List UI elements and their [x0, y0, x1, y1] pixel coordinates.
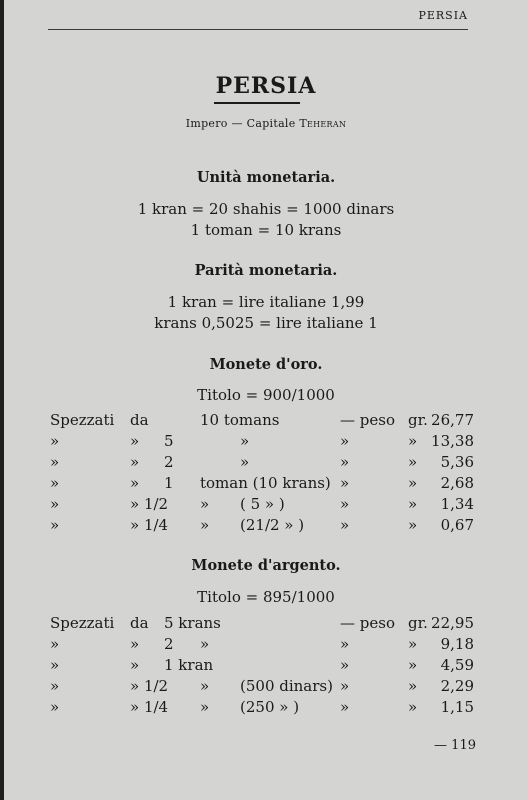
monetary-parity-line-1: 1 kran = lire italiane 1,99: [167, 293, 365, 311]
coin-weight: 2,68: [440, 474, 474, 492]
coin-cell: » 1/4: [130, 516, 169, 534]
coin-row: [4, 698, 528, 718]
coin-row: [4, 516, 528, 536]
coin-cell: 5: [164, 432, 174, 450]
coin-cell: »: [408, 656, 418, 674]
coin-row: [4, 635, 528, 655]
coin-cell: (21/2 » ): [240, 516, 305, 534]
coin-weight: 2,29: [440, 677, 474, 695]
coin-cell: »: [130, 635, 140, 653]
coin-weight: 1,15: [440, 698, 474, 716]
coin-cell: 2: [164, 635, 174, 653]
coin-weight: 5,36: [440, 453, 474, 471]
coin-cell: »: [50, 516, 60, 534]
coin-cell: »: [340, 495, 350, 513]
coin-cell: »: [130, 432, 140, 450]
coin-cell: — peso: [340, 411, 395, 429]
coin-cell: »: [50, 495, 60, 513]
silver-fineness: Titolo = 895/1000: [197, 588, 335, 606]
coin-cell: » 1/4: [130, 698, 169, 716]
page-number: — 119: [434, 738, 476, 753]
coin-cell: 1: [164, 474, 174, 492]
currency-unit-line-1: 1 kran = 20 shahis = 1000 dinars: [137, 200, 395, 218]
coin-cell: »: [50, 677, 60, 695]
coin-row: [4, 432, 528, 452]
coin-weight: 22,95: [431, 614, 474, 632]
coin-cell: »: [340, 453, 350, 471]
coin-cell: Spezzati: [50, 411, 115, 429]
book-page: [4, 0, 528, 800]
coin-cell: »: [50, 656, 60, 674]
coin-weight: 26,77: [431, 411, 474, 429]
coin-cell: »: [408, 635, 418, 653]
coin-cell: »: [130, 474, 140, 492]
coin-weight: 13,38: [431, 432, 474, 450]
coin-cell: »: [200, 635, 210, 653]
coin-cell: »: [50, 474, 60, 492]
header-rule: [48, 29, 468, 30]
coin-cell: »: [408, 495, 418, 513]
coin-cell: »: [50, 453, 60, 471]
coin-cell: »: [130, 453, 140, 471]
currency-unit-heading: Unità monetaria.: [196, 169, 336, 186]
coin-cell: ( 5 » ): [240, 495, 285, 513]
coin-cell: »: [340, 698, 350, 716]
coin-cell: »: [340, 474, 350, 492]
coin-row: [4, 656, 528, 676]
coin-cell: gr.: [408, 614, 428, 632]
coin-cell: 10 tomans: [200, 411, 280, 429]
monetary-parity-line-2: krans 0,5025 = lire italiane 1: [154, 314, 378, 332]
title-underline: [214, 102, 300, 104]
coin-row: [4, 411, 528, 431]
coin-cell: 1 kran: [164, 656, 214, 674]
coin-row: [4, 474, 528, 494]
currency-unit-line-2: 1 toman = 10 krans: [190, 221, 342, 239]
coin-cell: 5 krans: [164, 614, 221, 632]
coin-cell: »: [408, 677, 418, 695]
coin-weight: 1,34: [440, 495, 474, 513]
coin-cell: »: [200, 516, 210, 534]
subtitle-capital: Teheran: [299, 117, 347, 130]
coin-cell: »: [408, 453, 418, 471]
coin-row: [4, 453, 528, 473]
coin-cell: 2: [164, 453, 174, 471]
coin-cell: »: [340, 635, 350, 653]
coin-row: [4, 614, 528, 634]
coin-cell: toman (10 krans): [200, 474, 331, 492]
coin-cell: »: [408, 432, 418, 450]
coin-cell: da: [130, 614, 149, 632]
subtitle-prefix: Impero — Capitale: [185, 117, 296, 130]
coin-cell: »: [340, 656, 350, 674]
coin-weight: 0,67: [440, 516, 474, 534]
page-subtitle: [4, 117, 528, 130]
coin-cell: » 1/2: [130, 495, 169, 513]
page-title: PERSIA: [215, 73, 317, 99]
coin-cell: gr.: [408, 411, 428, 429]
coin-cell: » 1/2: [130, 677, 169, 695]
coin-cell: »: [200, 495, 210, 513]
coin-weight: 4,59: [440, 656, 474, 674]
gold-coins-heading: Monete d'oro.: [209, 356, 323, 373]
coin-cell: »: [340, 516, 350, 534]
coin-cell: »: [200, 698, 210, 716]
monetary-parity-heading: Parità monetaria.: [194, 262, 338, 279]
coin-cell: (500 dinars): [240, 677, 333, 695]
coin-cell: — peso: [340, 614, 395, 632]
coin-cell: »: [408, 516, 418, 534]
coin-cell: »: [200, 677, 210, 695]
coin-cell: »: [408, 698, 418, 716]
coin-row: [4, 495, 528, 515]
coin-cell: »: [240, 432, 250, 450]
silver-coins-heading: Monete d'argento.: [191, 557, 341, 574]
coin-cell: »: [50, 635, 60, 653]
coin-cell: »: [408, 474, 418, 492]
coin-cell: da: [130, 411, 149, 429]
running-header: PERSIA: [418, 9, 468, 22]
coin-cell: »: [240, 453, 250, 471]
coin-cell: Spezzati: [50, 614, 115, 632]
coin-cell: »: [340, 677, 350, 695]
coin-weight: 9,18: [440, 635, 474, 653]
coin-cell: »: [340, 432, 350, 450]
coin-row: [4, 677, 528, 697]
coin-cell: »: [130, 656, 140, 674]
coin-cell: »: [50, 432, 60, 450]
coin-cell: (250 » ): [240, 698, 300, 716]
gold-fineness: Titolo = 900/1000: [197, 386, 335, 404]
coin-cell: »: [50, 698, 60, 716]
